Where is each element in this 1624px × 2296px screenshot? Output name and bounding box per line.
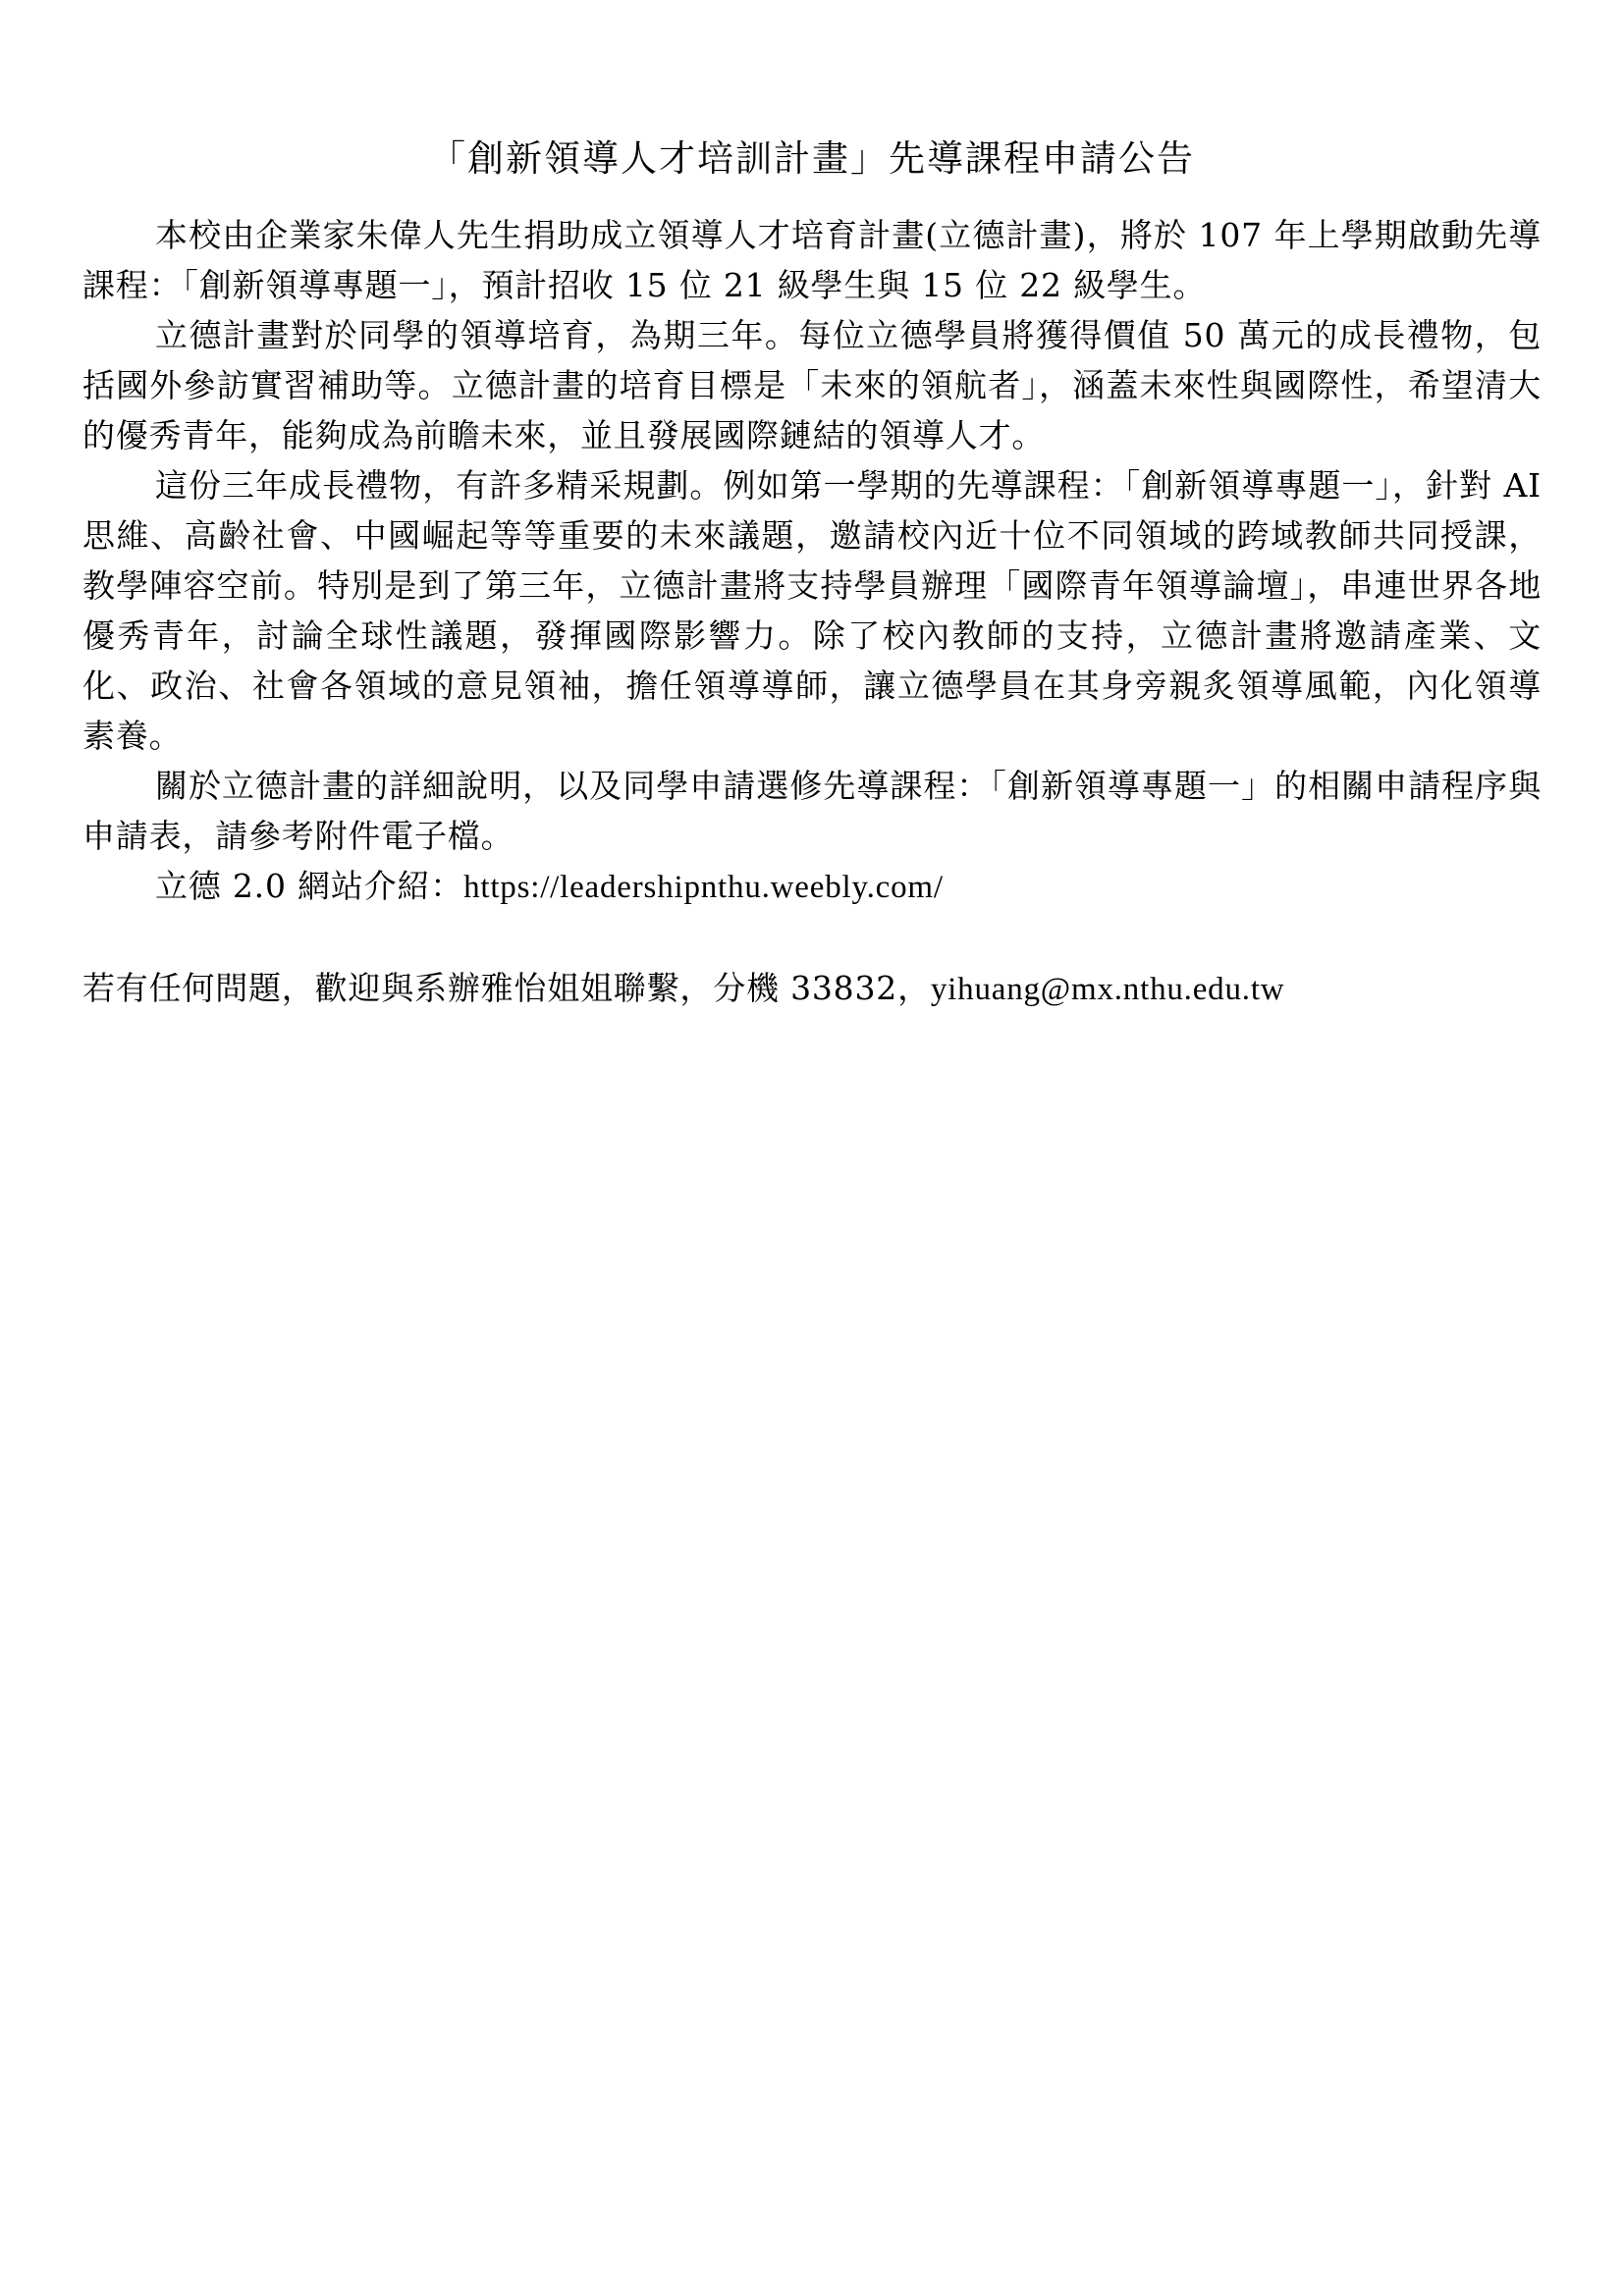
website-line: [82, 861, 1542, 913]
contact-line: [82, 963, 1542, 1015]
paragraph-program-goals: 立德計畫對於同學的領導培育，為期三年。每位立德學員將獲得價值 50 萬元的成長禮物，包括國外參訪實習補助等。立德計畫的培育目標是「未來的領航者」，涵蓋未來性與國際性，希望清大的優秀青年，能夠成為前瞻未來，並且發展國際鏈結的領導人才。: [82, 316, 1542, 454]
website-link[interactable]: https://leadershipnthu.weebly.com/: [463, 870, 944, 905]
announcement-body: [82, 210, 1542, 1015]
contact-email-link[interactable]: yihuang@mx.nthu.edu.tw: [930, 972, 1285, 1007]
announcement-title: 「創新領導人才培訓計畫」先導課程申請公告: [429, 137, 1195, 180]
contact-text: 若有任何問題，歡迎與系辦雅怡姐姐聯繫，分機 33832，: [82, 969, 931, 1007]
paragraph-application-info: 關於立德計畫的詳細說明，以及同學申請選修先導課程：「創新領導專題一」的相關申請程序與申請表，請參考附件電子檔。: [82, 767, 1542, 855]
website-label: 立德 2.0 網站介紹：: [155, 867, 464, 905]
paragraph-program-plans: 這份三年成長禮物，有許多精采規劃。例如第一學期的先導課程：「創新領導專題一」，針對 AI 思維、高齡社會、中國崛起等等重要的未來議題，邀請校內近十位不同領域的跨域教師共同授課，教學陣容空前。特別是到了第三年，立德計畫將支持學員辦理「國際青年領導論壇」，串連世界各地優秀青年，討論全球性議題，發揮國際影響力。除了校內教師的支持，立德計畫將邀請產業、文化、政治、社會各領域的意見領袖，擔任領導導師，讓立德學員在其身旁親炙領導風範，內化領導素養。: [82, 466, 1542, 755]
paragraph-program-intro: 本校由企業家朱偉人先生捐助成立領導人才培育計畫(立德計畫)，將於 107 年上學期啟動先導課程：「創新領導專題一」，預計招收 15 位 21 級學生與 15 位 22 級學生。: [82, 216, 1542, 304]
